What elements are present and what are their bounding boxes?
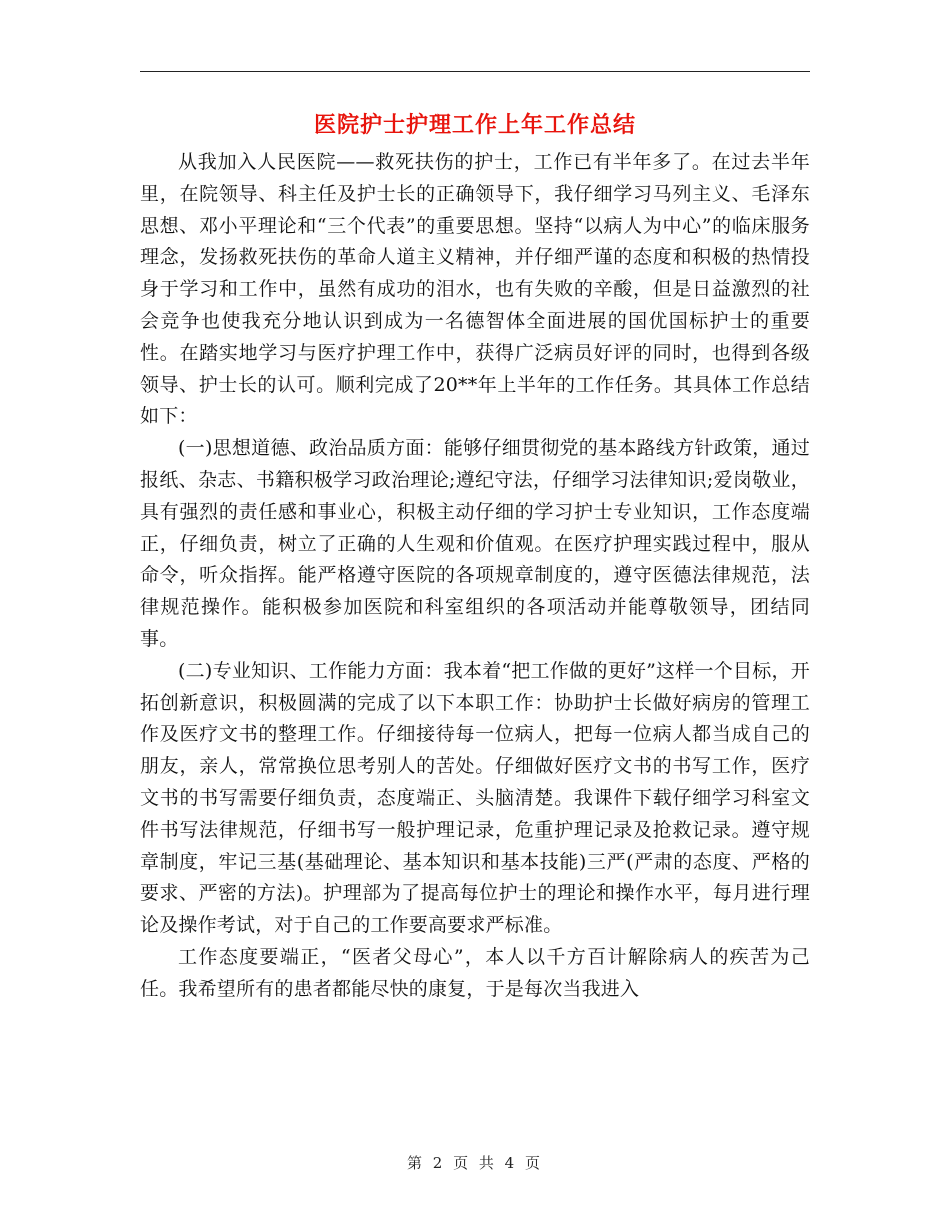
paragraph-section-1: (一)思想道德、政治品质方面：能够仔细贯彻党的基本路线方针政策，通过报纸、杂志、书籍积极学习政治理论;遵纪守法，仔细学习法律知识;爱岗敬业，具有强烈的责任感和事业心，积极主动仔细的学习护士专业知识，工作态度端正，仔细负责，树立了正确的人生观和价值观。在医疗护理实践过程中，服从命令，听众指挥。能严格遵守医院的各项规章制度的，遵守医德法律规范，法律规范操作。能积极参加医院和科室组织的各项活动并能尊敬领导，团结同事。	[140, 437, 810, 650]
header-rule	[140, 71, 810, 72]
document-title: 医院护士护理工作上年工作总结	[313, 112, 636, 138]
paragraph-attitude: 工作态度要端正，“医者父母心”，本人以千方百计解除病人的疾苦为己任。我希望所有的患者都能尽快的康复，于是每次当我进入	[140, 945, 810, 1000]
document-body	[140, 147, 810, 1006]
paragraph-intro: 从我加入人民医院——救死扶伤的护士，工作已有半年多了。在过去半年里，在院领导、科主任及护士长的正确领导下，我仔细学习马列主义、毛泽东思想、邓小平理论和“三个代表”的重要思想。坚持“以病人为中心”的临床服务理念，发扬救死扶伤的革命人道主义精神，并仔细严谨的态度和积极的热情投身于学习和工作中，虽然有成功的泪水，也有失败的辛酸，但是日益激烈的社会竞争也使我充分地认识到成为一名德智体全面进展的国优国标护士的重要性。在踏实地学习与医疗护理工作中，获得广泛病员好评的同时，也得到各级领导、护士长的认可。顺利完成了20**年上半年的工作任务。其具体工作总结如下：	[140, 151, 810, 428]
page-number: 第 2 页 共 4 页	[407, 1154, 543, 1172]
paragraph-section-2: (二)专业知识、工作能力方面：我本着“把工作做的更好”这样一个目标，开拓创新意识，积极圆满的完成了以下本职工作：协助护士长做好病房的管理工作及医疗文书的整理工作。仔细接待每一位病人，把每一位病人都当成自己的朋友，亲人，常常换位思考别人的苦处。仔细做好医疗文书的书写工作，医疗文书的书写需要仔细负责，态度端正、头脑清楚。我课件下载仔细学习科室文件书写法律规范，仔细书写一般护理记录，危重护理记录及抢救记录。遵守规章制度，牢记三基(基础理论、基本知识和基本技能)三严(严肃的态度、严格的要求、严密的方法)。护理部为了提高每位护士的理论和操作水平，每月进行理论及操作考试，对于自己的工作要高要求严标准。	[140, 659, 810, 937]
